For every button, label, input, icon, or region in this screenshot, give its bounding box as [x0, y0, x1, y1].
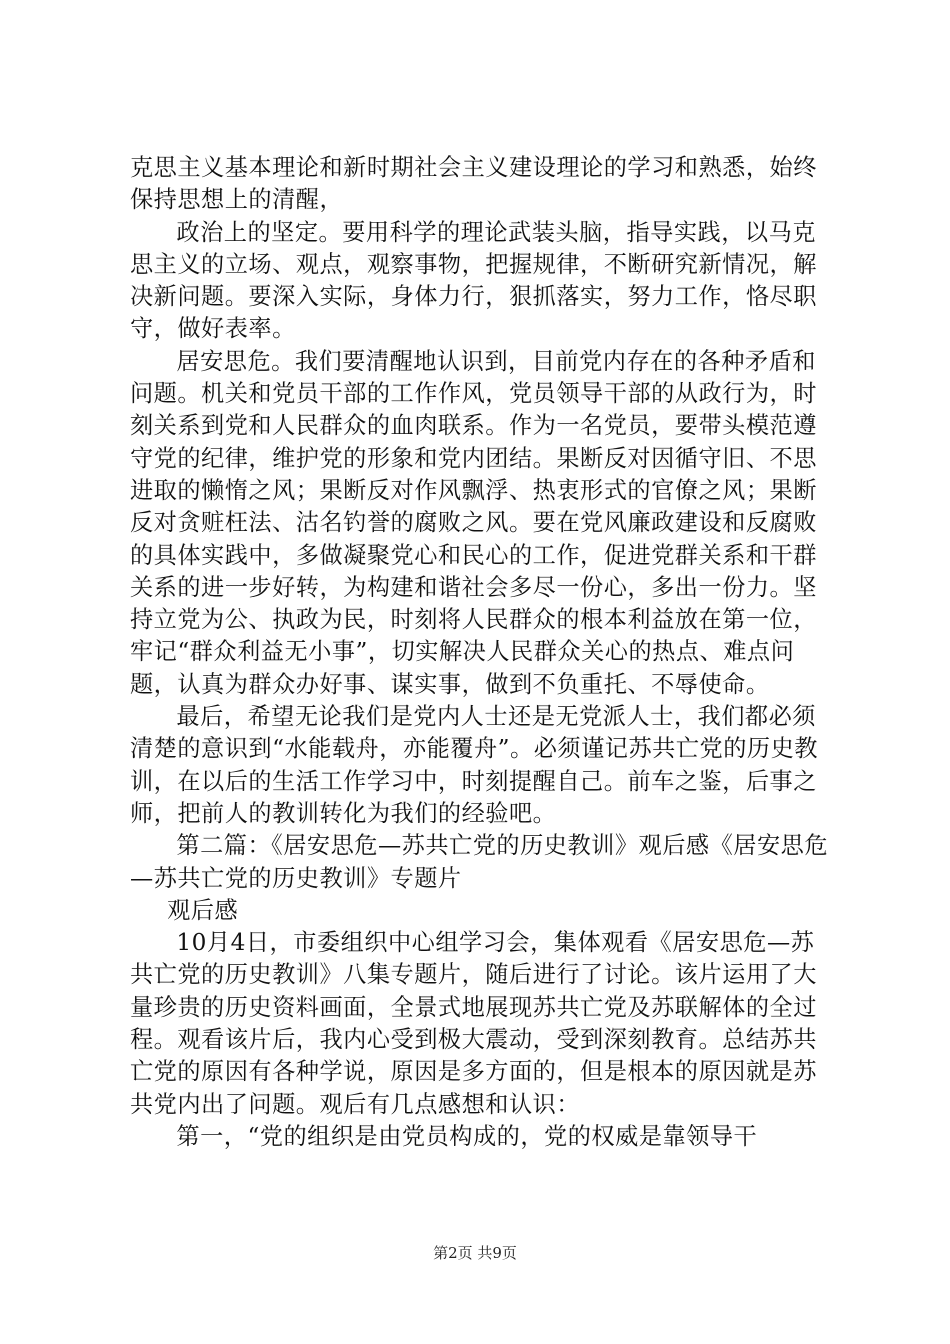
paragraph-7: 10月4日，市委组织中心组学习会，集体观看《居安思危—苏共亡党的历史教训》八集专题片，随后进行了讨论。该片运用了大量珍贵的历史资料画面，全景式地展现苏共亡党及苏联解体的全过程。观看该片后，我内心受到极大震动，受到深刻教育。总结苏共亡党的原因有各种学说，原因是多方面的，但是根本的原因就是苏共党内出了问题。观后有几点感想和认识：	[130, 929, 817, 1118]
paragraph-5-heading: 第二篇：《居安思危—苏共亡党的历史教训》观后感《居安思危—苏共亡党的历史教训》专题片	[130, 832, 829, 892]
paragraph-3: 居安思危。我们要清醒地认识到，目前党内存在的各种矛盾和问题。机关和党员干部的工作作风，党员领导干部的从政行为，时刻关系到党和人民群众的血肉联系。作为一名党员，要带头模范遵守党的纪律，维护党的形象和党内团结。果断反对因循守旧、不思进取的懒惰之风；果断反对作风飘浮、热衷形式的官僚之风；果断反对贪赃枉法、沽名钓誉的腐败之风。要在党风廉政建设和反腐败的具体实践中，多做凝聚党心和民心的工作，促进党群关系和干群关系的进一步好转，为构建和谐社会多尽一份心，多出一份力。坚持立党为公、执政为民，时刻将人民群众的根本利益放在第一位，牢记“群众利益无小事”，切实解决人民群众关心的热点、难点问题，认真为群众办好事、谋实事，做到不负重托、不辱使命。	[130, 347, 817, 698]
paragraph-8: 第一，“党的组织是由党员构成的，党的权威是靠领导干	[176, 1122, 758, 1150]
page-indicator: 第2页 共9页	[433, 1244, 517, 1262]
paragraph-4: 最后，希望无论我们是党内人士还是无党派人士，我们都必须清楚的意识到“水能载舟，亦能覆舟”。必须谨记苏共亡党的历史教训，在以后的生活工作学习中，时刻提醒自己。前车之鉴，后事之师，把前人的教训转化为我们的经验吧。	[130, 703, 818, 827]
paragraph-6-heading-continued: 观后感	[167, 896, 239, 924]
paragraph-2: 政治上的坚定。要用科学的理论武装头脑，指导实践，以马克思主义的立场、观点，观察事物，把握规律，不断研究新情况，解决新问题。要深入实际，身体力行，狠抓落实，努力工作，恪尽职守，做好表率。	[130, 218, 817, 343]
paragraph-1: 克思主义基本理论和新时期社会主义建设理论的学习和熟悉，始终保持思想上的清醒，	[130, 154, 817, 214]
document-body	[130, 152, 835, 1153]
page-footer	[0, 1243, 950, 1263]
